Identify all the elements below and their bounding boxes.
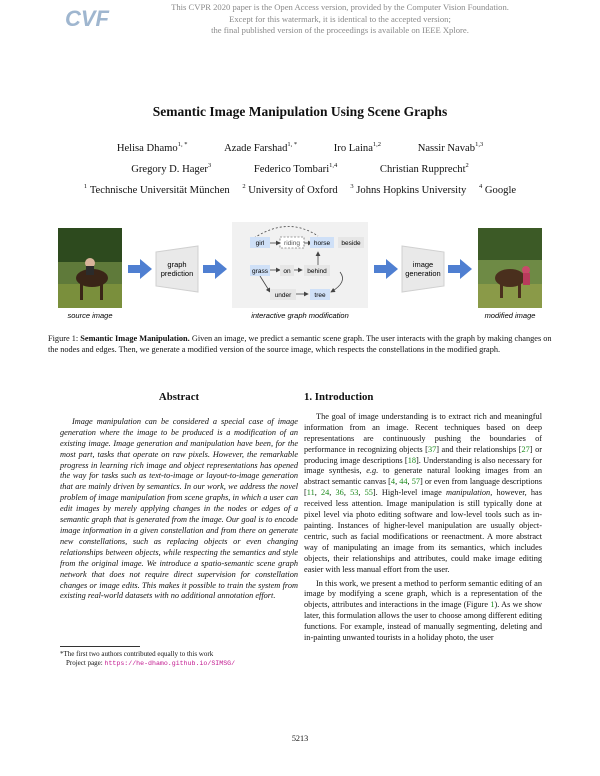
- author-name: Christian Rupprecht: [379, 163, 466, 175]
- project-page-link[interactable]: https://he-dhamo.github.io/SIMSG/: [104, 660, 236, 668]
- graph-modification-label: interactive graph modification: [251, 311, 349, 320]
- node-under: under: [274, 292, 292, 299]
- author-sup: 1,3: [475, 141, 484, 148]
- paragraph-text: ] or even from language descriptions [: [304, 477, 542, 498]
- paragraph-text: to generate natural looking images from an abstract semantic canvas [: [304, 466, 542, 487]
- citation-link[interactable]: 27: [521, 444, 530, 454]
- footnote-project-label: Project page:: [66, 659, 105, 668]
- node-riding: riding: [284, 240, 300, 247]
- node-grass: grass: [252, 268, 268, 275]
- paragraph-text: ,: [407, 477, 412, 487]
- figure-caption: [48, 333, 552, 355]
- modified-image-label: modified image: [484, 311, 536, 320]
- footnote: [60, 650, 298, 669]
- watermark-text: [120, 2, 560, 37]
- caption-prefix: Figure 1:: [48, 334, 81, 343]
- paragraph-text: ,: [395, 477, 400, 487]
- paragraph-text: In this work, we present a method to perform semantic editing of an image by modifying a scene graph, which is a representation of the objects, attributes and interactions in the image (Figure: [304, 578, 542, 610]
- affiliation: Johns Hopkins University: [356, 184, 467, 196]
- citation-link[interactable]: 37: [427, 444, 437, 454]
- arrow-icon: [374, 259, 398, 279]
- paragraph-text: ] and their relationships [: [436, 444, 522, 454]
- affil-sup: 4: [479, 183, 483, 190]
- paragraph-text: ,: [343, 488, 351, 498]
- arrow-icon: [448, 259, 472, 279]
- author-sup: 1, *: [287, 141, 298, 148]
- authors-row-1: [0, 141, 600, 154]
- paragraph-text: ). As we show later, this formulation allows the user to choose among different editing functions. For example, instead of manually segmenting, deleting and in-painting unwanted tourists in a holiday photo, the user: [304, 600, 543, 643]
- citation-link[interactable]: 36: [335, 488, 344, 498]
- paper-title: Semantic Image Manipulation Using Scene Graphs: [152, 104, 448, 119]
- affil-sup: 3: [350, 183, 354, 190]
- caption-bold: Semantic Image Manipulation.: [80, 334, 190, 343]
- citation-link[interactable]: 4: [390, 477, 396, 487]
- author-sup: 1,4: [329, 162, 338, 169]
- introduction-heading: 1. Introduction: [304, 391, 374, 403]
- citation-link[interactable]: 53: [350, 488, 359, 498]
- image-generation-label: generation: [405, 269, 441, 278]
- node-beside: beside: [341, 240, 361, 247]
- paragraph-text: ]. High-level image: [372, 488, 446, 498]
- page-number: 5213: [291, 734, 309, 743]
- image-generation-label: image: [412, 260, 434, 269]
- affiliation: University of Oxford: [248, 184, 338, 196]
- arrow-icon: [203, 259, 227, 279]
- abstract-heading: Abstract: [158, 391, 200, 403]
- source-image-label: source image: [67, 311, 113, 320]
- footnote-rule: [60, 646, 140, 647]
- paragraph-text: ]. Understanding is also necessary for image synthesis,: [304, 455, 542, 476]
- source-image: [58, 228, 122, 308]
- author-name: Iro Laina: [333, 142, 373, 154]
- arrow-icon: [128, 259, 152, 279]
- caption-text: Given an image, we predict a semantic scene graph. The user interacts with the graph by making changes on the nodes and edges. Then, we generate a modified version of the source image, which respects the constellations in the modified graph.: [48, 334, 552, 354]
- citation-link[interactable]: 55: [364, 488, 373, 498]
- node-horse: horse: [313, 240, 331, 247]
- emphasis-text: manipulation: [445, 488, 491, 498]
- author-name: Azade Farshad: [224, 142, 288, 154]
- author-name: Gregory D. Hager: [131, 163, 208, 175]
- figure-1: [48, 218, 552, 328]
- paragraph-text: ,: [329, 488, 336, 498]
- citation-link[interactable]: 1: [490, 600, 495, 610]
- affiliation: Technische Universität München: [89, 184, 230, 196]
- author-sup: 2: [465, 162, 469, 169]
- svg-text:CVF: CVF: [65, 6, 109, 31]
- author-name: Federico Tombari: [253, 163, 330, 175]
- paragraph-text: , however, has received less attention. Image manipulation is still typically done at pixel level via photo editing software and low-level tools such as in-painting. Instances of higher-level manipulation are usually object-centric, such as facial modifications or reenactment. A more abstract way of manipulating an image from its semantics, which includes objects, their relationships and attributes, could make image editing easier with less manual effort from the user.: [304, 488, 542, 574]
- author-sup: 3: [207, 162, 212, 169]
- author-sup: 1, *: [177, 141, 188, 148]
- node-on: on: [283, 268, 291, 275]
- graph-prediction-label: prediction: [160, 269, 194, 278]
- intro-paragraph-1: [304, 412, 542, 576]
- authors-row-2: [0, 162, 600, 175]
- node-tree: tree: [314, 292, 326, 299]
- affil-sup: 2: [242, 183, 246, 190]
- citation-link[interactable]: 57: [411, 477, 420, 487]
- paragraph-text: ,: [358, 488, 365, 498]
- citation-link[interactable]: 44: [399, 477, 408, 487]
- affil-sup: 1: [83, 183, 88, 190]
- affiliations: [0, 183, 600, 196]
- abstract-body: Image manipulation can be considered a special case of image generation where the image to be produced is a modification of an existing image. Image generation and manipulation have been, for the most part, tasks that operate on raw pixels. However, the remarkable progress in learning rich image and object representations has opened the way for tasks such as text-to-image or layout-to-image generation that are mainly driven by semantics. In our work, we address the novel problem of image manipulation from scene graphs, in which a user can edit images by merely applying changes in the nodes or edges of a semantic graph that is generated from the image. Our goal is to encode image information in a given constellation and from there on generate new constellations, such as replacing objects or even changing relationships between objects, while respecting the semantics and style from the original image. We introduce a spatio-semantic scene graph network that does not require direct supervision for constellation changes or image edits. This makes it possible to train the system from existing real-world datasets with no additional annotation effort.: [60, 416, 298, 601]
- node-girl: girl: [255, 240, 265, 247]
- watermark-line: the final published version of the proceedings is available on IEEE Xplore.: [211, 25, 469, 35]
- author-name: Nassir Navab: [417, 142, 476, 154]
- citation-link[interactable]: 24: [321, 488, 330, 498]
- paragraph-text: ,: [314, 488, 321, 498]
- introduction-section: [304, 392, 542, 644]
- intro-paragraph-2: [304, 579, 542, 644]
- graph-prediction-label: graph: [167, 260, 187, 269]
- footnote-contribution: *The first two authors contributed equally to this work: [60, 650, 214, 658]
- watermark-line: This CVPR 2020 paper is the Open Access version, provided by the Computer Vision Foundation.: [171, 2, 509, 12]
- paragraph-text: ] or producing image descriptions [: [304, 444, 542, 465]
- affiliation: Google: [484, 184, 517, 196]
- citation-link[interactable]: 18: [407, 455, 416, 465]
- cvf-logo: [64, 4, 110, 32]
- emphasis-text: e.g.: [366, 466, 379, 476]
- modified-image: [478, 228, 542, 308]
- author-sup: 1,2: [372, 141, 382, 148]
- watermark-line: Except for this watermark, it is identical to the accepted version;: [229, 13, 451, 24]
- author-name: Helisa Dhamo: [116, 142, 178, 154]
- paragraph-text: The goal of image understanding is to extract rich and meaningful information from an image. Recent techniques based on deep representations are continuously pushing the boundaries of performance in recognizing objects [: [304, 411, 542, 454]
- citation-link[interactable]: 11: [306, 488, 315, 498]
- node-behind: behind: [307, 268, 327, 275]
- abstract-section: [60, 392, 298, 602]
